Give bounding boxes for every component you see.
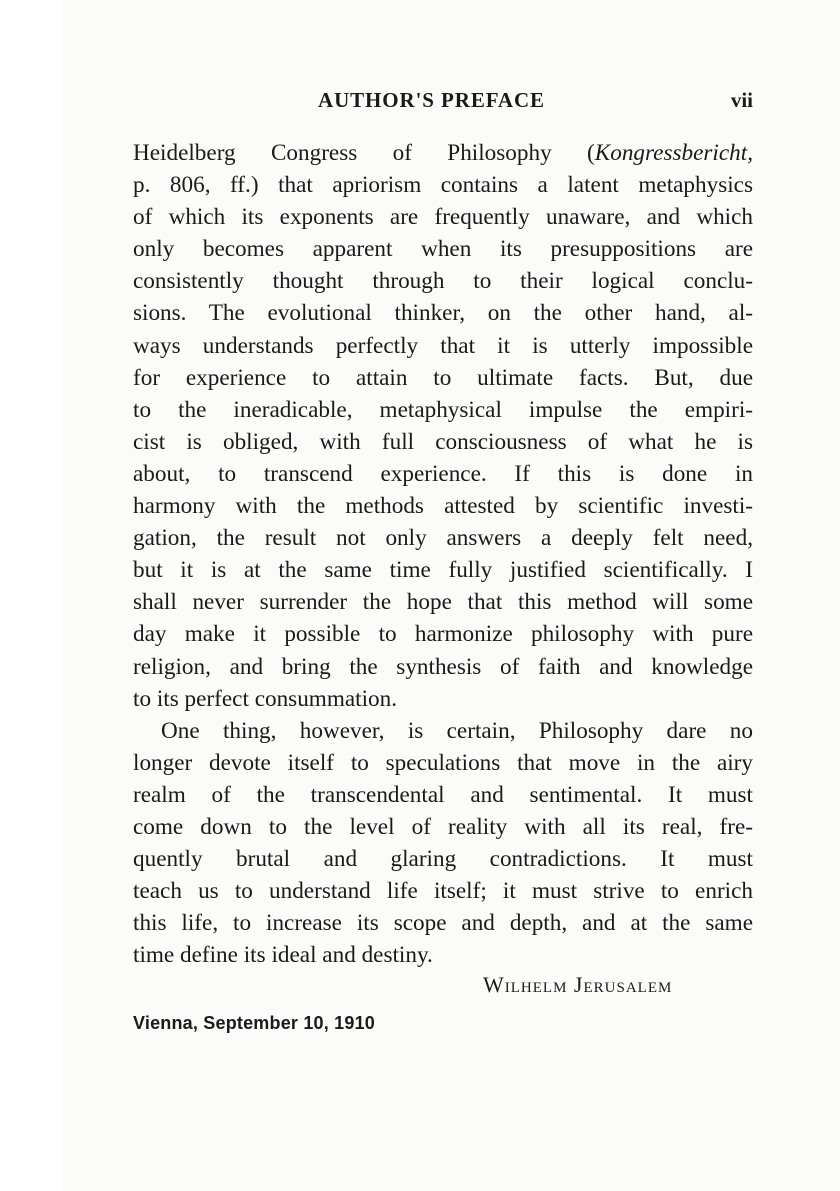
text-line: p. 806, ff.) that apriorism contains a latent metaphysics — [133, 172, 753, 199]
text-line: come down to the level of reality with all its real, fre- — [133, 813, 753, 840]
text-line: realm of the transcendental and sentimental. It must — [133, 781, 753, 808]
page-margin — [0, 0, 62, 1191]
text-line: One thing, however, is certain, Philosophy dare no — [161, 717, 753, 744]
text-line: to its perfect consummation. — [133, 685, 398, 712]
text-line: quently brutal and glaring contradictions. It must — [133, 846, 753, 873]
text-span: Heidelberg Congress of Philosophy ( — [133, 140, 595, 166]
body-text — [133, 137, 753, 971]
text-line: teach us to understand life itself; it must strive to enrich — [133, 878, 753, 905]
text-line: day make it possible to harmonize philosophy with pure — [133, 621, 753, 648]
dateline: Vienna, September 10, 1910 — [133, 1013, 375, 1033]
text-line: shall never surrender the hope that this method will some — [133, 589, 753, 616]
text-line: of which its exponents are frequently unaware, and which — [133, 204, 753, 231]
text-line — [133, 137, 753, 169]
running-head — [133, 88, 753, 118]
running-head-title: AUTHOR'S PREFACE — [318, 88, 545, 112]
page-number: vii — [730, 88, 753, 112]
text-line: sions. The evolutional thinker, on the other hand, al- — [133, 300, 753, 327]
text-line: this life, to increase its scope and depth, and at the same — [133, 910, 753, 937]
author-signature: Wilhelm Jerusalem — [483, 972, 673, 997]
text-line: to the ineradicable, metaphysical impulse the empiri- — [133, 396, 753, 423]
text-line: gation, the result not only answers a deeply felt need, — [133, 525, 753, 552]
text-line: only becomes apparent when its presuppositions are — [133, 236, 753, 263]
text-line: about, to transcend experience. If this is done in — [133, 460, 753, 487]
text-line: harmony with the methods attested by scientific investi- — [133, 493, 753, 520]
italic-citation: Kongressbericht, — [594, 140, 753, 166]
text-line: for experience to attain to ultimate facts. But, due — [133, 364, 753, 391]
text-line: religion, and bring the synthesis of faith and knowledge — [133, 653, 753, 680]
text-line: time define its ideal and destiny. — [133, 942, 433, 969]
text-line: consistently thought through to their logical conclu- — [133, 268, 753, 295]
text-line: but it is at the same time fully justified scientifically. I — [133, 557, 753, 584]
text-line: longer devote itself to speculations that move in the airy — [133, 749, 753, 776]
text-line: ways understands perfectly that it is utterly impossible — [133, 332, 753, 359]
text-line: cist is obliged, with full consciousness of what he is — [133, 428, 753, 455]
